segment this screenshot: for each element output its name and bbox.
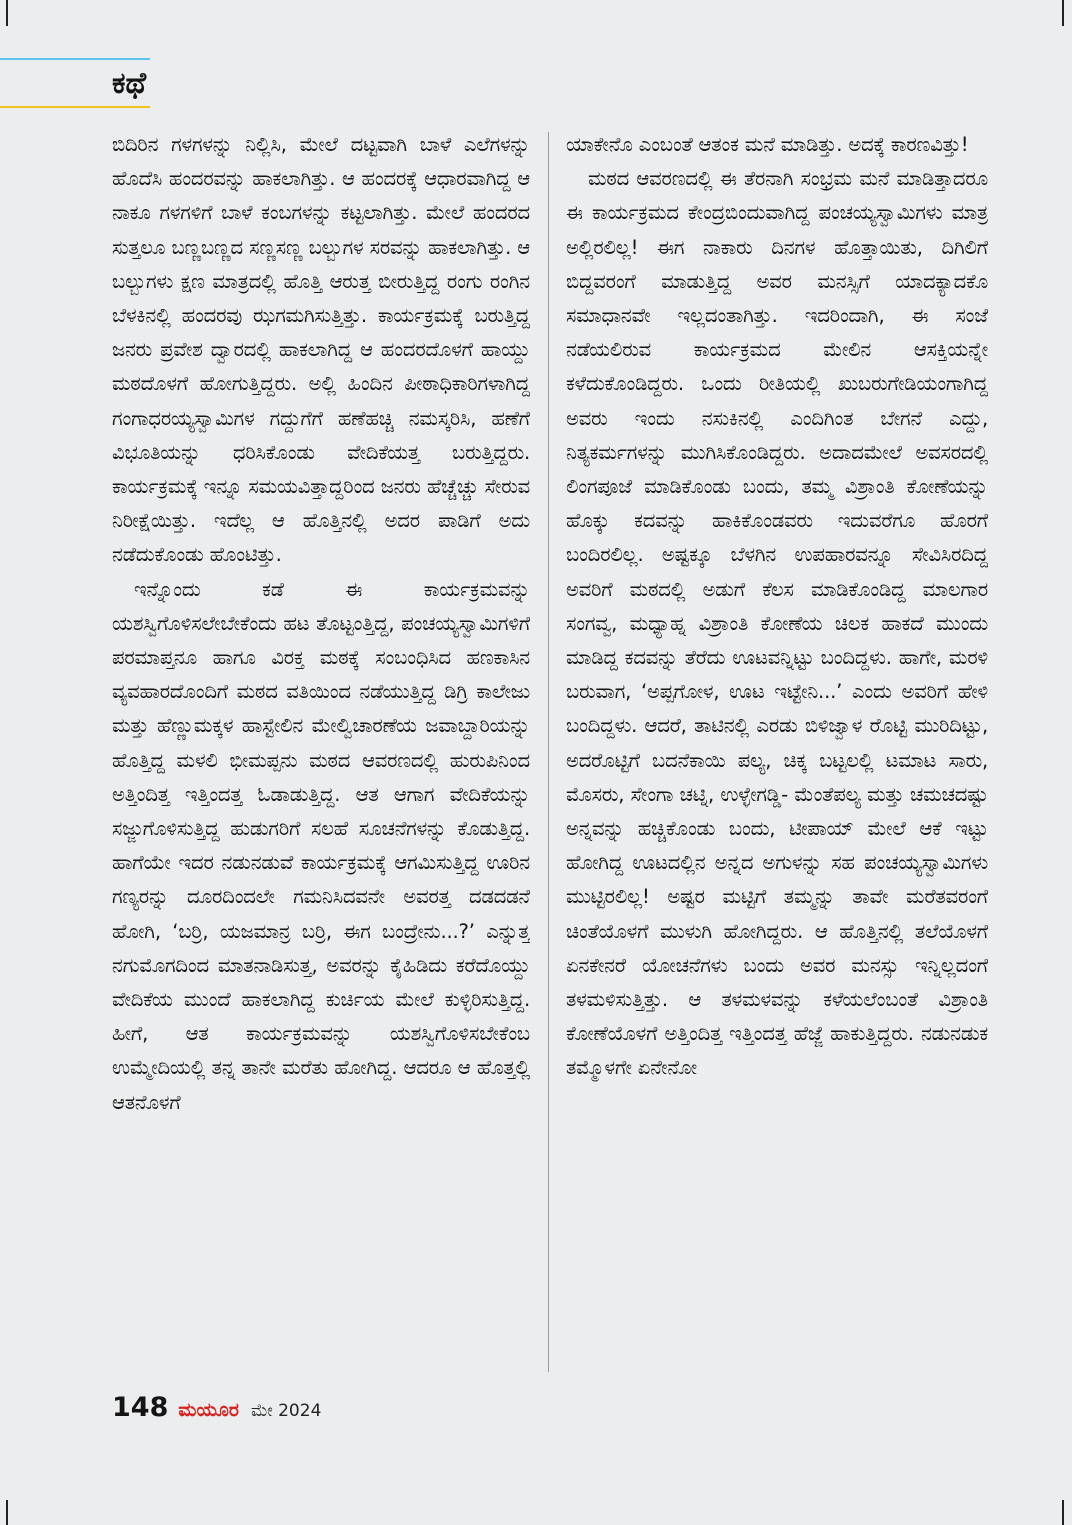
paragraph: ಮಠದ ಆವರಣದಲ್ಲಿ ಈ ತೆರನಾಗಿ ಸಂಭ್ರಮ ಮನೆ ಮಾಡಿತ್ತಾದರೂ ಈ ಕಾರ್ಯಕ್ರಮದ ಕೇಂದ್ರಬಿಂದುವಾಗಿದ್ದ ಪಂಚಯ್ಯಸ್ವಾಮಿಗಳು ಮಾತ್ರ ಅಲ್ಲಿರಲಿಲ್ಲ! ಈಗ ನಾಕಾರು ದಿನಗಳ ಹೊತ್ತಾಯಿತು, ದಿಗಿಲಿಗೆ ಬಿದ್ದವರಂಗೆ ಮಾಡುತ್ತಿದ್ದ ಅವರ ಮನಸ್ಸಿಗೆ ಯಾದಕ್ಯಾದಕೊ ಸಮಾಧಾನವೇ ಇಲ್ಲದಂತಾಗಿತ್ತು. ಇದರಿಂದಾಗಿ, ಈ ಸಂಜೆ ನಡೆಯಲಿರುವ ಕಾರ್ಯಕ್ರಮದ ಮೇಲಿನ ಆಸಕ್ತಿಯನ್ನೇ ಕಳೆದುಕೊಂಡಿದ್ದರು. ಒಂದು ರೀತಿಯಲ್ಲಿ ಖುಬರುಗೇಡಿಯಂಗಾಗಿದ್ದ ಅವರು ಇಂದು ನಸುಕಿನಲ್ಲಿ ಎಂದಿಗಿಂತ ಬೇಗನೆ ಎದ್ದು, ನಿತ್ಯಕರ್ಮಗಳನ್ನು ಮುಗಿಸಿಕೊಂಡಿದ್ದರು. ಅದಾದಮೇಲೆ ಅವಸರದಲ್ಲಿ ಲಿಂಗಪೂಜೆ ಮಾಡಿಕೊಂಡು ಬಂದು, ತಮ್ಮ ವಿಶ್ರಾಂತಿ ಕೋಣೆಯನ್ನು ಹೊಕ್ಕು ಕದವನ್ನು ಹಾಕಿಕೊಂಡವರು ಇದುವರೆಗೂ ಹೊರಗೆ ಬಂದಿರಲಿಲ್ಲ. ಅಷ್ಟಕ್ಕೂ ಬೆಳಗಿನ ಉಪಹಾರವನ್ನೂ ಸೇವಿಸಿರದಿದ್ದ ಅವರಿಗೆ ಮಠದಲ್ಲಿ ಅಡುಗೆ ಕೆಲಸ ಮಾಡಿಕೊಂಡಿದ್ದ ಮಾಲಗಾರ ಸಂಗವ್ವ, ಮಧ್ಯಾಹ್ನ ವಿಶ್ರಾಂತಿ ಕೋಣೆಯ ಚಿಲಕ ಹಾಕದೆ ಮುಂದು ಮಾಡಿದ್ದ ಕದವನ್ನು ತೆರೆದು ಊಟವನ್ನಿಟ್ಟು ಬಂದಿದ್ದಳು. ಹಾಗೇ, ಮರಳಿ ಬರುವಾಗ, ‘ಅಪ್ಪಗೋಳ, ಊಟ ಇಟ್ಟೇನಿ...’ ಎಂದು ಅವರಿಗೆ ಹೇಳಿ ಬಂದಿದ್ದಳು. ಆದರೆ, ತಾಟಿನಲ್ಲಿ ಎರಡು ಬಿಳಿಜ್ವಾಳ ರೊಟ್ಟಿ ಮುರಿದಿಟ್ಟು, ಅದರೊಟ್ಟಿಗೆ ಬದನೆಕಾಯಿ ಪಲ್ಯ, ಚಿಕ್ಕ ಬಟ್ಟಲಲ್ಲಿ ಟಮಾಟ ಸಾರು, ಮೊಸರು, ಸೇಂಗಾ ಚಟ್ನಿ, ಉಳ್ಳೇಗಡ್ಡಿ- ಮೆಂತೆಪಲ್ಯ ಮತ್ತು ಚಮಚದಷ್ಟು ಅನ್ನವನ್ನು ಹಚ್ಚಿಕೊಂಡು ಬಂದು, ಟೀಪಾಯ್ ಮೇಲೆ ಆಕೆ ಇಟ್ಟು ಹೋಗಿದ್ದ ಊಟದಲ್ಲಿನ ಅನ್ನದ ಅಗುಳನ್ನು ಸಹ ಪಂಚಯ್ಯಸ್ವಾಮಿಗಳು ಮುಟ್ಟಿರಲಿಲ್ಲ! ಅಷ್ಟರ ಮಟ್ಟಿಗೆ ತಮ್ಮನ್ನು ತಾವೇ ಮರೆತವರಂಗೆ ಚಿಂತೆಯೊಳಗೆ ಮುಳುಗಿ ಹೋಗಿದ್ದರು. ಆ ಹೊತ್ತಿನಲ್ಲಿ ತಲೆಯೊಳಗೆ ಏನಕೇನರೆ ಯೋಚನೆಗಳು ಬಂದು ಅವರ ಮನಸ್ಸು ಇನ್ನಿಲ್ಲದಂಗೆ ತಳಮಳಿಸುತ್ತಿತ್ತು. ಆ ತಳಮಳವನ್ನು ಕಳೆಯಲೆಂಬಂತೆ ವಿಶ್ರಾಂತಿ ಕೋಣೆಯೊಳಗೆ ಅತ್ತಿಂದಿತ್ತ ಇತ್ತಿಂದತ್ತ ಹೆಜ್ಜೆ ಹಾಕುತ್ತಿದ್ದರು. ನಡುನಡುಕ ತಮ್ಮೊಳಗೇ ಏನೇನೋ xyxy=(566,167,988,1080)
left-column xyxy=(112,128,530,1378)
page-footer xyxy=(112,1392,321,1428)
paragraph: ಯಾಕೇನೊ ಎಂಬಂತೆ ಆತಂಕ ಮನೆ ಮಾಡಿತ್ತು. ಅದಕ್ಕೆ ಕಾರಣವಿತ್ತು! xyxy=(566,133,969,156)
section-label: ಕಥೆ xyxy=(112,66,147,101)
crop-mark-top-left xyxy=(6,0,8,26)
magazine-logo: ಮಯೂರ xyxy=(178,1399,239,1421)
paragraph: ಬಿದಿರಿನ ಗಳಗಳನ್ನು ನಿಲ್ಲಿಸಿ, ಮೇಲೆ ದಟ್ಟವಾಗಿ ಬಾಳೆ ಎಲೆಗಳನ್ನು ಹೊದೆಸಿ ಹಂದರವನ್ನು ಹಾಕಲಾಗಿತ್ತು. ಆ ಹಂದರಕ್ಕೆ ಆಧಾರವಾಗಿದ್ದ ಆ ನಾಕೂ ಗಳಗಳಿಗೆ ಬಾಳೆ ಕಂಬಗಳನ್ನು ಕಟ್ಟಲಾಗಿತ್ತು. ಮೇಲೆ ಹಂದರದ ಸುತ್ತಲೂ ಬಣ್ಣಬಣ್ಣದ ಸಣ್ಣಸಣ್ಣ ಬಲ್ಬುಗಳ ಸರವನ್ನು ಹಾಕಲಾಗಿತ್ತು. ಆ ಬಲ್ಬುಗಳು ಕ್ಷಣ ಮಾತ್ರದಲ್ಲಿ ಹೊತ್ತಿ ಆರುತ್ತ ಬೀರುತ್ತಿದ್ದ ರಂಗು ರಂಗಿನ ಬೆಳಕಿನಲ್ಲಿ ಹಂದರವು ಝಗಮಗಿಸುತ್ತಿತ್ತು. ಕಾರ್ಯಕ್ರಮಕ್ಕೆ ಬರುತ್ತಿದ್ದ ಜನರು ಪ್ರವೇಶ ದ್ವಾರದಲ್ಲಿ ಹಾಕಲಾಗಿದ್ದ ಆ ಹಂದರದೊಳಗೆ ಹಾಯ್ದು ಮಠದೊಳಗೆ ಹೋಗುತ್ತಿದ್ದರು. ಅಲ್ಲಿ ಹಿಂದಿನ ಪೀಠಾಧಿಕಾರಿಗಳಾಗಿದ್ದ ಗಂಗಾಧರಯ್ಯಸ್ವಾಮಿಗಳ ಗದ್ದುಗೆಗೆ ಹಣೆಹಚ್ಚಿ ನಮಸ್ಕರಿಸಿ, ಹಣೆಗೆ ವಿಭೂತಿಯನ್ನು ಧರಿಸಿಕೊಂಡು ವೇದಿಕೆಯತ್ತ ಬರುತ್ತಿದ್ದರು. ಕಾರ್ಯಕ್ರಮಕ್ಕೆ ಇನ್ನೂ ಸಮಯವಿತ್ತಾದ್ದರಿಂದ ಜನರು ಹೆಚ್ಚೆಚ್ಚು ಸೇರುವ ನಿರೀಕ್ಷೆಯಿತ್ತು. ಇದೆಲ್ಲ ಆ ಹೊತ್ತಿನಲ್ಲಿ ಅದರ ಪಾಡಿಗೆ ಅದು ನಡೆದುಕೊಂಡು ಹೊಂಟಿತ್ತು. xyxy=(112,133,530,567)
page-number: 148 xyxy=(112,1392,169,1423)
right-column xyxy=(566,128,988,1378)
issue-date: ಮೇ 2024 xyxy=(250,1401,322,1421)
section-rule-top xyxy=(0,58,150,60)
crop-mark-bottom-left xyxy=(6,1500,8,1525)
crop-mark-top-right xyxy=(1062,0,1064,26)
section-rule-bottom xyxy=(0,106,150,108)
column-divider xyxy=(548,132,549,1372)
crop-mark-bottom-right xyxy=(1062,1500,1064,1525)
paragraph: ಇನ್ನೊಂದು ಕಡೆ ಈ ಕಾರ್ಯಕ್ರಮವನ್ನು ಯಶಸ್ವಿಗೊಳಿಸಲೇಬೇಕೆಂದು ಹಟ ತೊಟ್ಟಂತ್ತಿದ್ದ, ಪಂಚಯ್ಯಸ್ವಾಮಿಗಳಿಗೆ ಪರಮಾಪ್ತನೂ ಹಾಗೂ ವಿರಕ್ತ ಮಠಕ್ಕೆ ಸಂಬಂಧಿಸಿದ ಹಣಕಾಸಿನ ವ್ಯವಹಾರದೊಂದಿಗೆ ಮಠದ ವತಿಯಿಂದ ನಡೆಯುತ್ತಿದ್ದ ಡಿಗ್ರಿ ಕಾಲೇಜು ಮತ್ತು ಹೆಣ್ಣುಮಕ್ಕಳ ಹಾಸ್ಟೇಲಿನ ಮೇಲ್ವಿಚಾರಣೆಯ ಜವಾಬ್ದಾರಿಯನ್ನು ಹೊತ್ತಿದ್ದ ಮಳಲಿ ಭೀಮಪ್ಪನು ಮಠದ ಆವರಣದಲ್ಲಿ ಹುರುಪಿನಿಂದ ಅತ್ತಿಂದಿತ್ತ ಇತ್ತಿಂದತ್ತ ಓಡಾಡುತ್ತಿದ್ದ. ಆತ ಆಗಾಗ ವೇದಿಕೆಯನ್ನು ಸಜ್ಜುಗೊಳಿಸುತ್ತಿದ್ದ ಹುಡುಗರಿಗೆ ಸಲಹೆ ಸೂಚನೆಗಳನ್ನು ಕೊಡುತ್ತಿದ್ದ. ಹಾಗೆಯೇ ಇದರ ನಡುನಡುವೆ ಕಾರ್ಯಕ್ರಮಕ್ಕೆ ಆಗಮಿಸುತ್ತಿದ್ದ ಊರಿನ ಗಣ್ಯರನ್ನು ದೂರದಿಂದಲೇ ಗಮನಿಸಿದವನೇ ಅವರತ್ತ ದಡದಡನೆ ಹೋಗಿ, ‘ಬರ್ರಿ, ಯಜಮಾನ್ರ ಬರ್ರಿ, ಈಗ ಬಂದ್ರೇನು...?’ ಎನ್ನುತ್ತ ನಗುಮೊಗದಿಂದ ಮಾತನಾಡಿಸುತ್ತ, ಅವರನ್ನು ಕೈಹಿಡಿದು ಕರೆದೊಯ್ದು ವೇದಿಕೆಯ ಮುಂದೆ ಹಾಕಲಾಗಿದ್ದ ಕುರ್ಚಿಯ ಮೇಲೆ ಕುಳ್ಳಿರಿಸುತ್ತಿದ್ದ. ಹೀಗೆ, ಆತ ಕಾರ್ಯಕ್ರಮವನ್ನು ಯಶಸ್ವಿಗೊಳಿಸಬೇಕೆಂಬ ಉಮ್ಮೇದಿಯಲ್ಲಿ ತನ್ನ ತಾನೇ ಮರೆತು ಹೋಗಿದ್ದ. ಆದರೂ ಆ ಹೊತ್ತಲ್ಲಿ ಆತನೊಳಗೆ xyxy=(112,577,530,1114)
